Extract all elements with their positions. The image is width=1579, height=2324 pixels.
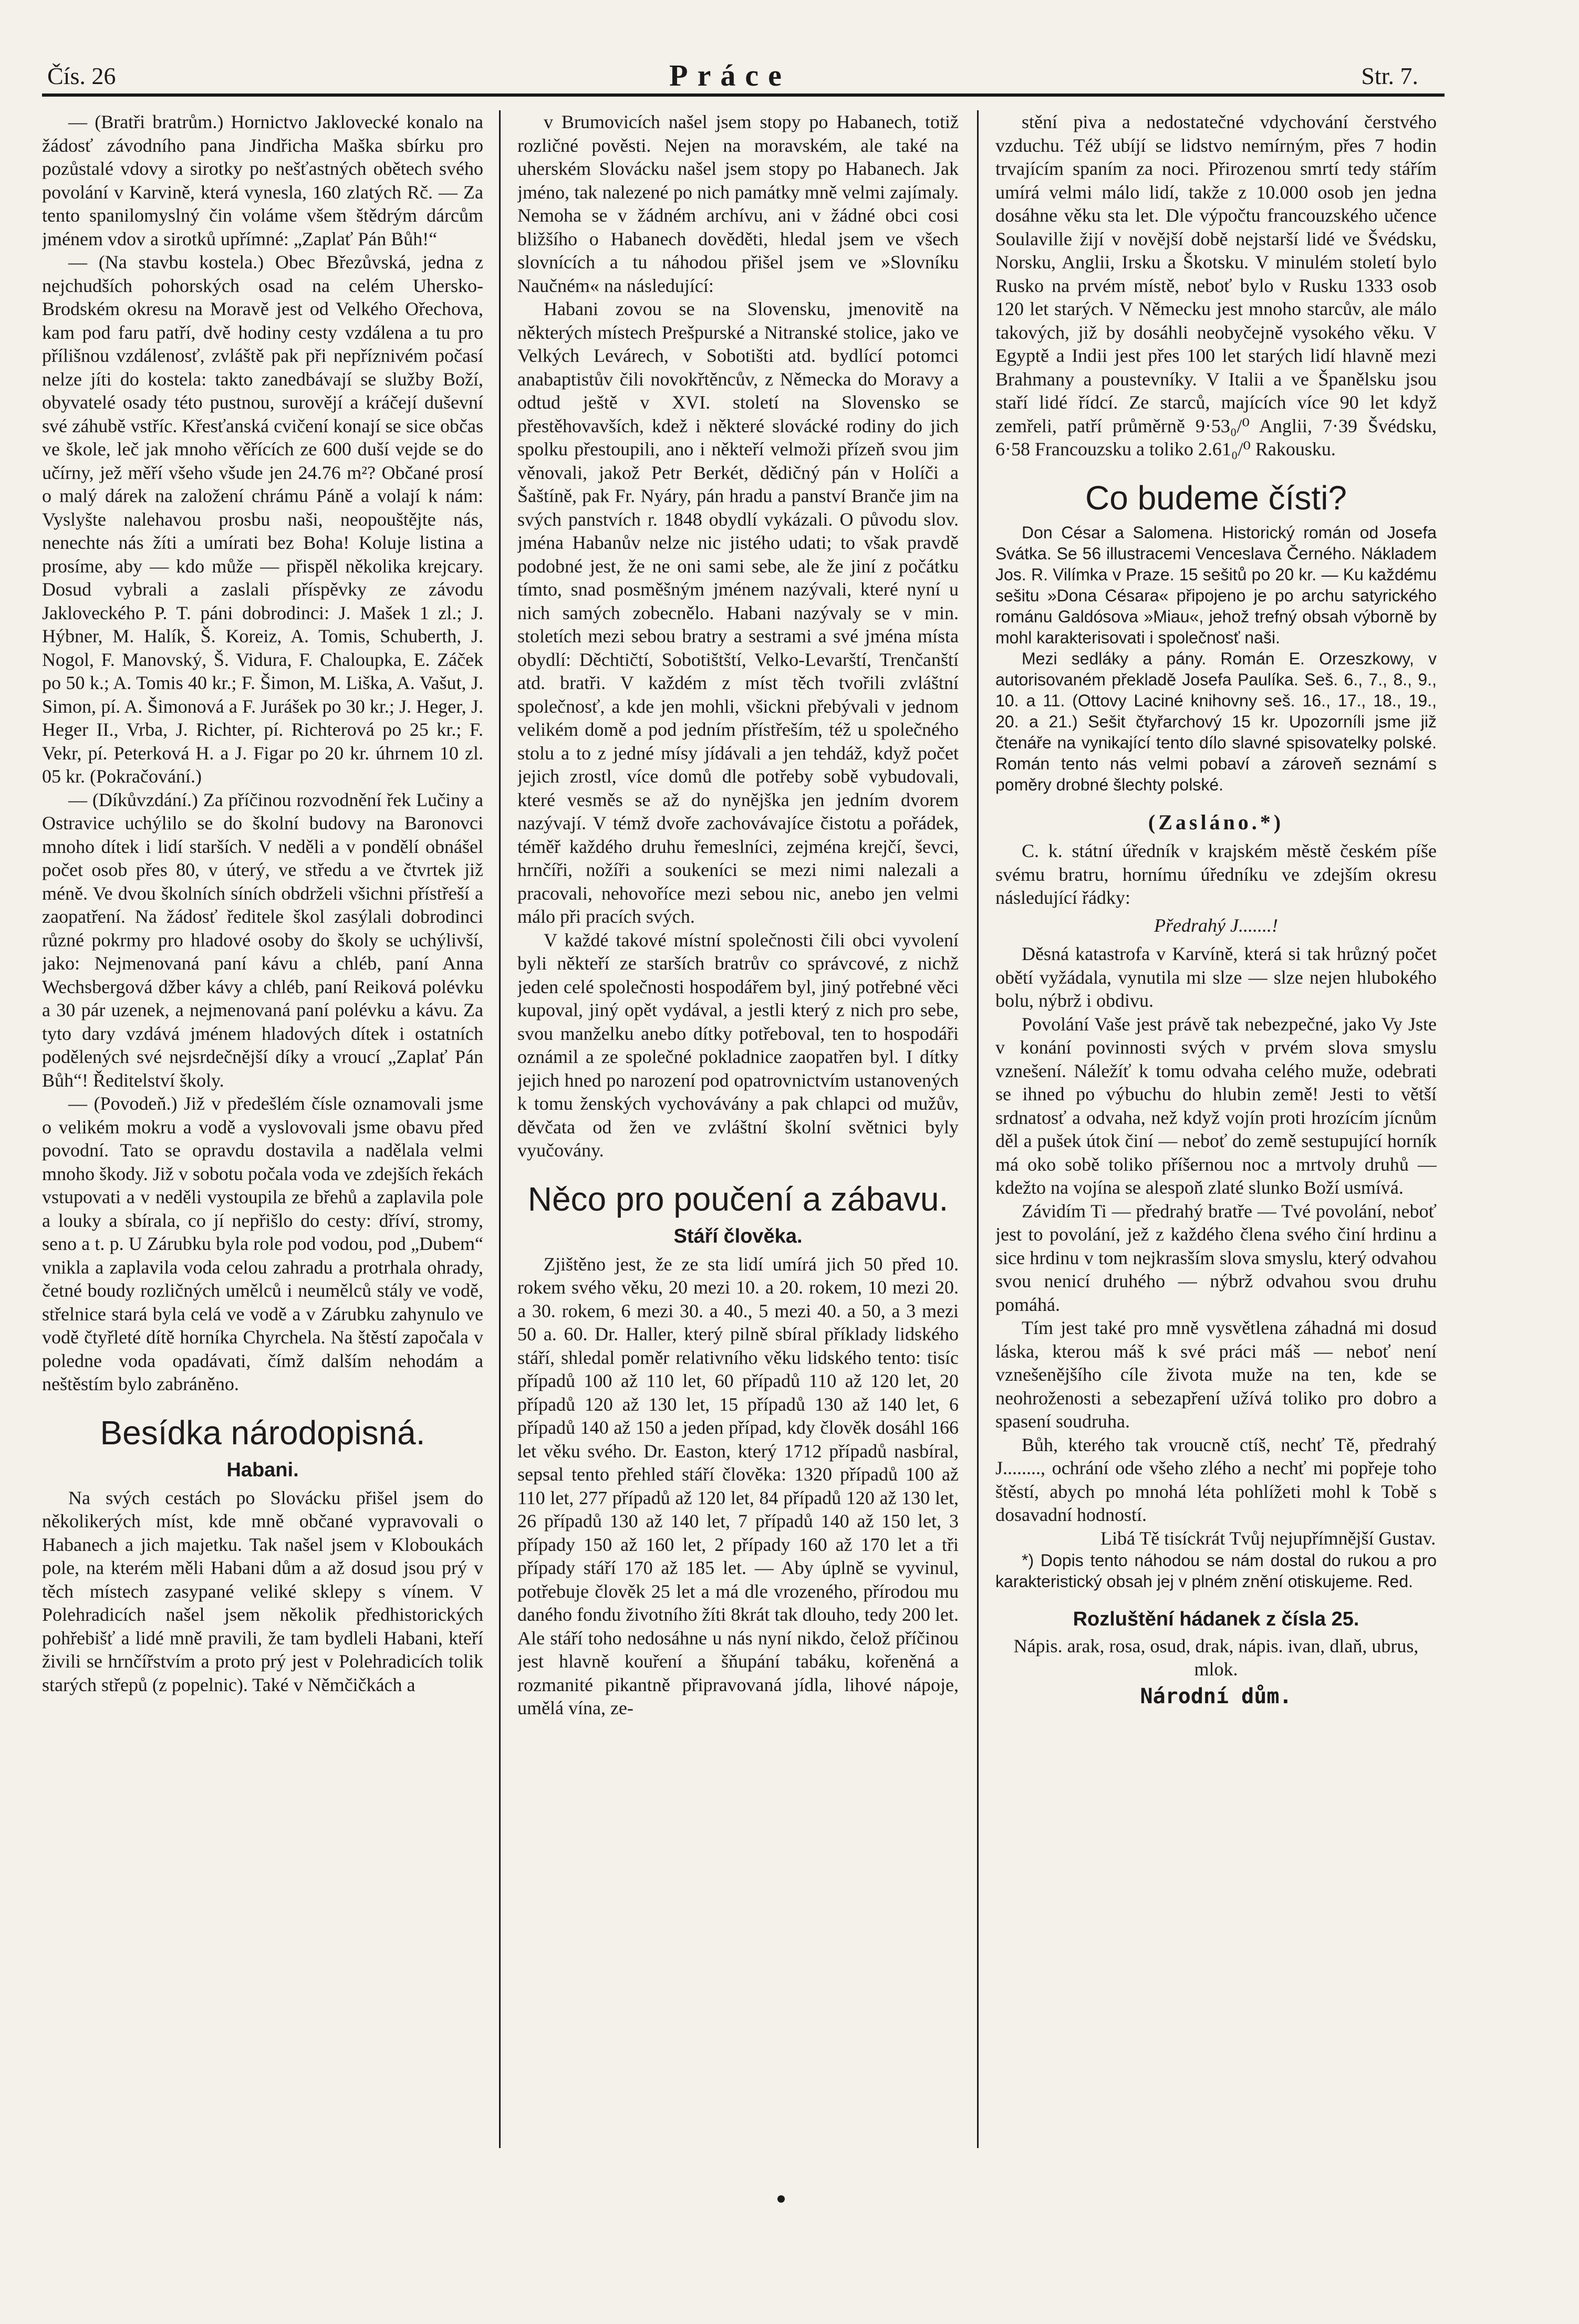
column-divider [977,110,979,2148]
letter-closing: Libá Tě tisíckrát Tvůj nejupřímnější Gustav. [1100,1527,1436,1549]
letter-p1: Děsná katastrofa v Karvíně, která si tak hrůzný počet obětí vyžádala, vynutila mi slze — slze nejen hlubokého bolu, nýbrž i obdivu. [995,943,1437,1011]
riddle-solution-list: Nápis. arak, rosa, osud, drak, nápis. ivan, dlaň, ubrus, mlok. [1013,1635,1419,1680]
article-habani-quote: Habani zovou se na Slovensku, jmenovitě na některých místech Prešpurské a Nitranské stolice, jako ve Velkých Levárech, v Sobotišti atd. bydlící potomci anabaptistův čili novokřtěncův, z Německa do Moravy a odtud ještě v XVI. století na Slovensko se přestěhovavších, kdež i některé slovácké rodiny do jich spolku přestoupili, ano i někteří velmoži přízeň svou jim věnovali, jakož Petr Berkét, dědičný pán v Holíči a Šaštíně, pak Fr. Nyáry, pán hradu a panství Branče jim na svých panstvích r. 1848 obydlí vykázali. O původu slov. jména Habanův nelze nic jistého udati; to však pravdě podobné jest, že ne oni sami sebe, ale že jiní z počátku tímto, snad posměšným jménem nazývali, které nyní u nich samých zobecnělo. Habani nazývaly se v min. stoletích mezi sebou bratry a sestrami a své jména místa obydlí: Děchtičtí, Sobotištští, Velko-Levarští, Trenčanští atd. bratři. V každém z míst těch tvořili zvláštní společnosť, a kde jen mohli, všickni přebývali v jednom velikém domě a pod jedním přístřeším, též u společného stolu a to z jedné mísy jídávali a jen tehdáž, když počet jejich zrostl, více domů dle potřeby sobě vybudovali, které vesměs se až do nynějška jen jedním dvorem nazývají. V témž dvoře zachovávajíce čistotu a pořádek, téměř každého druhu řemeslníci, zejména krejčí, ševci, hrnčíři, nožíři a soukeníci se mezi nimi nalezali a pracovali, nehovoříce mezi sebou nic, anebo jen velmi málo při pracích svých. [517,298,959,927]
article-habani-cont: v Brumovicích našel jsem stopy po Habanech, totiž rozličné pověsti. Nejen na moravském, ale také na uherském Slovácku našel jsem stopy po Habanech. Jak jméno, tak nalezené po nich památky mně velmi zajímaly. Nemoha se v žádném archívu, ani v žádné obci cosi bližšího o Habanech dověděti, hledal jsem ve všech slovnících a tu náhodou přišel jsem ve »Slovníku Naučném« na následující: [517,111,959,296]
section-heading-besidka: Besídka národopisná. [100,1413,425,1452]
review-mezi-sedlaky: Mezi sedláky a pány. Román E. Orzeszkowy, v autorisovaném překladě Josefa Paulíka. Seš. 6., 7., 8., 9., 10. a 11. (Ottovy Laciné knihovny seš. 16., 17., 18., 19., 20. a 21.) Sešit čtyřarchový 15 kr. Upozorníli jsme již čtenáře na vynikající tento dílo slavné spisovatelky polské. Román tento nás velmi pobaví a zároveň seznámí s poměry drobné šlechty polské. [995,649,1437,794]
news-povoden: — (Povodeň.) Již v předešlém čísle oznamovali jsme o velikém mokru a vodě a vyslovovali jsme obavu před povodní. Tato se opravdu dostavila a nadělala velmi mnoho škody. Již v sobotu počala voda ve zdejších řekách vstupovati a v neděli vystoupila ze břehů a zaplavila pole a louky a sbírala, co jí nepřišlo do cesty: dříví, stromy, seno a t. p. U Zárubku byla role pod vodou, pod „Dubem“ vnikla a zaplavila voda celou zahradu a protrhala ohrady, četné boudy rozličných umělců i neumělců stály ve vodě, střelnice stará byla celá ve vodě a v Zárubku zahynulo ve vodě čtyřleté dítě horníka Chyrchela. Na štěstí započala v poledne voda opadávati, čímž dalším nehodám a neštěstím bylo zabráněno. [42,1093,483,1394]
issue-number: Čís. 26 [47,62,116,89]
article-stari-cont: stění piva a nedostatečné vdychování čerstvého vzduchu. Též ubíjí se lidstvo nemírným, přes 7 hodin trvajícím spaním za noci. Přirozenou smrtí tedy stářím umírá velmi málo lidí, takže z 10.000 osob jen jedna dosáhne věku sta let. Dle výpočtu francouzského učence Soulaville žijí v novější době nejstarší lidé ve Švédsku, Norsku, Anglii, Irsku a Škotsku. V minulém století bylo Rusko na prvém místě, neboť bylo v Rusku 1333 osob 120 let starých. V Německu jest mnoho starcův, ale málo takových, již by dosáhli neobyčejně vysokého věku. V Egyptě a Indii jest přes 100 let starých lidí hlavně mezi Brahmany a poustevníky. V Italii a ve Španělsku jsou staří lidé řídcí. Ze starců, majících více 90 let když zemřeli, patří průměrně 9·53₀/⁰ Anglii, 7·39 Švédsku, 6·58 Francouzsku a toliko 2.61₀/⁰ Rakousku. [995,111,1437,460]
letter-footnote: *) Dopis tento náhodou se nám dostal do rukou a pro karakteristický obsah jej v plném znění otiskujeme. Red. [995,1551,1437,1591]
letter-p3: Závidím Ti — předrahý bratře — Tvé povolání, neboť jest to povolání, jež z každého člena svého činí hrdinu a sice hrdinu v tom nejkrasším slova smyslu, který odvahou svou nenicí druhého — nýbrž odvahou svou druhu pomáhá. [995,1200,1437,1315]
article-habani-end: V každé takové místní společnosti čili obci vyvolení byli někteří ze starších bratrův co správcové, z nichž jeden celé společnosti hospodářem byl, jiný potřebné věci kupoval, jiný opět vydával, a jestli který z nich pro sebe, svou manželku anebo dítky potřeboval, ten to hospodáři oznámil a ze společné pokladnice zaopatřen byl. I dítky jejich hned po narození pod opatrovnictvím ustanovených k tomu ženských vychovávány a pak chlapci od mužův, děvčata od žen ve zvláštní školní světnici byly vyučovány. [517,929,959,1161]
letter-p5: Bůh, kterého tak vroucně ctíš, nechť Tě, předrahý J........, ochrání ode všeho zlého a nechť mi popřeje toho štěstí, abych po mnohá léta pohlížeti mohl k Tobě s dosavadní hodností. [995,1434,1437,1525]
news-bratri: — (Bratři bratrům.) Hornictvo Jaklovecké konalo na žádosť závodního pana Jindřicha Maška sbírku pro pozůstalé vdovy a sirotky po nešťastných obětech svého povolání v Karvině, která vynesla, 160 zlatých Rč. — Za tento spanilomyslný čin voláme všem štědrým dárcům jménem vdov a sirotků upřímné: „Zaplať Pán Bůh!“ [42,111,483,249]
section-heading-co-budeme-cisti: Co budeme čísti? [1085,478,1347,517]
news-dikuvzdani: — (Díkůvzdání.) Za příčinou rozvodnění řek Lučiny a Ostravice uchýlilo se do školní budovy na Baronovci mnoho dítek i lidí starších. V neděli a v pondělí obnášel počet osob přes 80, v úterý, ve středu a ve čtvrtek již méně. Ve dvou školních síních obdrželi všichni přístřeší a zaopatření. Na žádosť ředitele škol zasýlali dobrodinci různé pokrmy pro hladové osoby do školy se uchýlivší, jako: Nejmenovaná paní kávu a chléb, paní Anna Wechsbergová džber kávy a chléb, paní Reiková polévku a 30 pár uzenek, a nejmenovaná paní polévku a kávu. Za tyto dary vzdává jménem hladových dítek i ostatních podělených své nejsrdečnější díky a vroucí „Zaplať Pán Bůh“! Ředitelství školy. [42,789,483,1091]
section-heading-neco: Něco pro poučení a zábavu. [527,1180,949,1218]
letter-p4: Tím jest také pro mně vysvětlena záhadná mi dosud láska, kterou máš k své práci máš — neboť není vznešenějšího cíle života muže na ten, kde se neohroženosti a sebezapření užívá toliko pro dobro a spasení soudruha. [995,1317,1437,1432]
article-habani-start: Na svých cestách po Slovácku přišel jsem do několikerých míst, kde mně občané vypravovali o Habanech a jich majetku. Tak našel jsem v Kloboukách pole, na kterém měli Habani dům a až dosud jsou prý v těch místech zasypané veliké sklepy s vínem. V Polehradicích našel jsem několik předhistorických pohřebišť a lidé mně pravili, že tam bydleli Habani, kteří živili se hrnčířstvím a proto prý jest v Polehradicích tolik starých střepů (z popelnic). Také v Němčičkách a [42,1487,483,1695]
newspaper-title: Práce [669,58,791,92]
letter-salutation: Předrahý J.......! [1154,914,1278,936]
letter-intro: C. k. státní úředník v krajském městě českém píše svému bratru, hornímu úředníku ve zdejším okresu následující řádky: [995,840,1437,908]
subheading-stari: Stáří člověka. [673,1225,803,1247]
column-1 [42,110,483,2211]
page-header [42,58,1418,95]
column-divider [499,110,501,2148]
riddle-solution-title: Rozluštění hádanek z čísla 25. [1073,1608,1359,1630]
column-2 [517,110,959,2211]
subheading-habani: Habani. [226,1458,299,1481]
letter-p2: Povolání Vaše jest právě tak nebezpečné, jako Vy Jste v konání povinnosti svých v prvém slova smyslu vznešení. Náležíť k tomu odvaha celého muže, odebrati se ihned po výbuchu do hlubin země! Jesti to větší srdnatosť a odvaha, než když vojín proti hrozícím jícnům děl a pušek útok činí — neboť do země sestupující horník má oko sobě toliko příšernou noc a mrtvoly druhů — kdežto na vojína se alespoň zlaté slunko Boží usmívá. [995,1013,1437,1198]
page-number: Str. 7. [1361,62,1418,89]
bottom-dot [777,2195,785,2203]
news-kostel: — (Na stavbu kostela.) Obec Březůvská, jedna z nejchudších pohorských osad na celém Uhersko-Brodském okresu na Moravě jest od Velkého Ořechova, kam pod faru patří, dvě hodiny cesty vzdálena a tu pro přílišnou vzdálenosť, zvláště pak při nepříznivém počasí nelze jíti do kostela: takto zanedbávají se služby Boží, obyvatelé osady této pustnou, surovějí a kráčejí duševní své záhubě vstříc. Křesťanská cvičení konají se sice občas ve škole, leč jak mnoho věřících ze 600 duší vejde se do učírny, jež měří všeho všude jen 24.76 m²? Občané prosí o malý dárek na založení chrámu Páně a volají k nám: Vyslyšte nalehavou prosbu naši, neopouštějte nás, nenechte nás žíti a umírati bez Boha! Koluje listina a prosíme, aby — kdo může — přispěl několika krejcary. Dosud vybrali a zaslali příspěvky ze závodu Jakloveckého P. T. páni dobrodinci: J. Mašek 1 zl.; J. Hýbner, M. Halík, Š. Koreiz, A. Tomis, Schuberth, J. Nogol, F. Manovský, Š. Vidura, F. Chaloupka, E. Záček po 50 k.; A. Tomis 40 kr.; F. Šimon, M. Liška, A. Vašut, J. Simon, pí. A. Šimonová a F. Jurášek po 30 kr.; J. Heger, J. Heger II., Vrba, J. Richter, pí. Richterová po 25 kr.; F. Vekr, pí. Peterková H. a J. Figar po 20 kr. úhrnem 10 zl. 05 kr. (Pokračování.) [42,252,483,787]
header-rule [42,93,1445,97]
article-stari: Zjištěno jest, že ze sta lidí umírá jich 50 před 10. rokem svého věku, 20 mezi 10. a 20. rokem, 10 mezi 20. a 30. rokem, 6 mezi 30. a 40., 5 mezi 40. a 50, a 3 mezi 50 a. 60. Dr. Haller, který pilně sbíral příklady lidského stáří, shledal poměr relativního věku lidského tento: tisíc případů 100 až 110 let, 60 případů 110 až 120 let, 20 případů 120 až 130 let, 15 případů 130 až 140 let, 6 případů 140 až 150 a jeden případ, kdy člověk dosáhl 166 let věku svého. Dr. Easton, který 1712 případů nasbíral, sepsal tento přehled stáří člověka: 1320 případů 100 až 110 let, 277 případů až 120 let, 84 případů 120 až 130 let, 26 případů 130 až 140 let, 7 případů 140 až 150 let, 3 případy 150 až 160 let, 2 případy 160 až 170 let a tři případy stáří 170 až 185 let. — Aby úplně se vyvinul, potřebuje člověk 25 let a má dle vrozeného, přírodou mu daného fondu životního žíti 8krát tak dlouho, tedy 200 let. Ale stáří toho nedosáhne u nás nyní nikdo, čelož příčinou jest hlavně kouření a šňupání tabáku, kořeněná a rozmanité pikantně připravovaná jídla, lihové nápoje, umělá vína, ze- [517,1253,959,1718]
riddle-solution-signature: Národní dům. [1140,1684,1292,1708]
review-don-cesar: Don César a Salomena. Historický román od Josefa Svátka. Se 56 illustracemi Venceslava Černého. Nákladem Jos. R. Vilímka v Praze. 15 sešitů po 20 kr. — Ku každému sešitu »Dona Césara« připojeno je po archu satyrického románu Galdósova »Miau«, jehož trefný obsah výborně by mohl karakterisovati i společnosť naši. [995,523,1437,647]
zaslano-heading: (Zasláno.*) [1148,810,1284,834]
column-3 [995,110,1437,2211]
